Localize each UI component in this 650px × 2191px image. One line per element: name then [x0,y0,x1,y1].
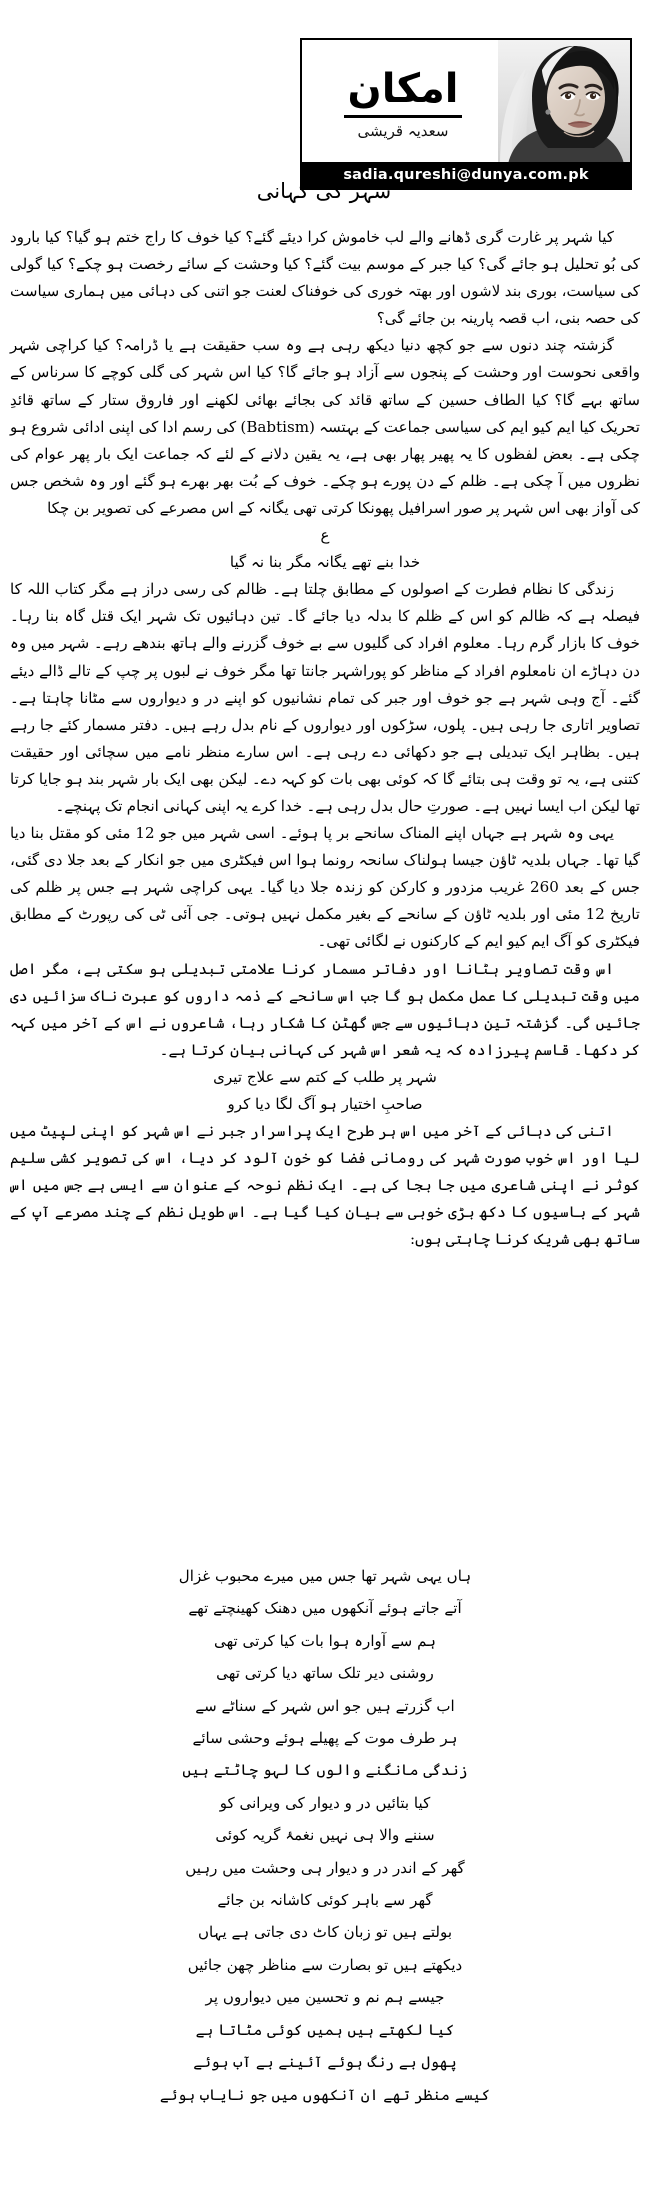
paragraph: اس وقت تصاویر ہٹانا اور دفاتر مسمار کرنا علامتی تبدیلی ہو سکتی ہے، مگر اصل میں وقت تبدیلی کا عمل مکمل ہو گا جب اس سانحے کے ذمہ داروں کو عبرت ناک سزائیں دی جائیں گی۔ گزشتہ تین دہائیوں سے جس گھٹن کا شکار رہا، شاعروں نے اس کے آخر میں کہہ کر دکھا۔ قاسم پیرزادہ کہ یہ شعر اس شہر کی کہانی بیان کرتا ہے۔ [10,959,640,1059]
article-body [10,224,640,1254]
column-masthead [300,38,632,190]
masthead-inner [302,40,630,164]
poem-line: ہم سے آوارہ ہوا بات کیا کرتی تھی [214,1631,436,1650]
couplet-line: شہر پر طلب کے کتم سے علاج تیری [213,1067,437,1086]
author-name: سعدیہ قریشی [357,122,449,140]
article-headline: شہر کی کہانی [256,179,392,203]
poem-line: ہاں یہی شہر تھا جس میں میرے محبوب غزال [178,1567,472,1585]
couplet-line: صاحبِ اختیار ہو آگ لگا دیا کرو [227,1095,423,1113]
brand-column [302,40,504,164]
author-portrait-icon [498,40,630,164]
poem-line: پھول بے رنگ ہوئے آئینے بے آب ہوئے [193,2053,457,2072]
author-email-text: sadia.qureshi@dunya.com.pk [343,167,589,183]
author-photo [498,40,630,164]
column-title: امکان [347,66,459,112]
poem-line: زندگی مانگنے والوں کا لہو چاٹتے ہیں [182,1761,468,1780]
poem-line: کیا لکھتے ہیں ہمیں کوئی مٹاتا ہے [195,2020,455,2039]
title-underline-rule [344,115,462,118]
poem-line: دیکھتے ہیں تو بصارت سے مناظر چھن جائیں [187,1955,463,1974]
poem-block [10,1560,640,2111]
inline-verse-block [10,522,640,576]
paragraph: یہی وہ شہر ہے جہاں اپنے المناک سانحے بر پا ہوئے۔ اسی شہر میں جو 12 مئی کو مقتل بنا دیا گیا تھا۔ جہاں بلدیہ ٹاؤن جیسا ہولناک سانحہ رونما ہوا اس فیکٹری میں جو انکار کے بعد جلا دی گئی، جس کے بعد 260 غریب مزدور و کارکن کو زندہ جلا دیا گیا۔ یہی کراچی شہر ہے جس پر ظلم کی تاریخ 12 مئی اور بلدیہ ٹاؤن کے سانحے کے بغیر مکمل نہیں ہوتی۔ جی آئی ٹی کی رپورٹ کے مطابق فیکٹری کو آگ ایم کیو ایم کے کارکنوں نے لگائی تھی۔ [10,824,641,951]
poem-line: سننے والا ہی نہیں نغمۂ گریہ کوئی [215,1826,435,1845]
poem-line: بولتے ہیں تو زبان کاٹ دی جاتی ہے یہاں [197,1923,453,1942]
paragraph: کیا شہر پر غارت گری ڈھانے والے لب خاموش کرا دیئے گئے؟ کیا خوف کا راج ختم ہو گیا؟ کیا بارود کی بُو تحلیل ہو جائے گی؟ کیا جبر کے موسم بیت گئے؟ کیا وحشت کے سائے رخصت ہو چکے؟ کیا گولی کی سیاست، بوری بند لاشوں اور بھتہ خوری کی خوفناک لعنت جو اتنی کی دہائی میں ہماری سیاست کی حصہ بنی، اب قصہ پارینہ بن جائے گی؟ [10,228,640,328]
poem-line: ہر طرف موت کے پھیلے ہوئے وحشی سائے [192,1729,458,1748]
poem-line: کیسے منظر تھے ان آنکھوں میں جو نایاب ہوئے [159,2085,491,2104]
inline-couplet-block [10,1064,640,1118]
poem-line: کیا بتائیں در و دیوار کی ویرانی کو [219,1793,431,1812]
poem-line: روشنی دیر تلک ساتھ دیا کرتی تھی [216,1664,434,1683]
poem-line: جیسے ہم نم و تحسین میں دیواروں پر [205,1988,445,2007]
verse-line: خدا بنے تھے یگانہ مگر بنا نہ گیا [229,553,421,572]
paragraph: اتنی کی دہائی کے آخر میں اس ہر طرح ایک پراسرار جبر نے اس شہر کو اپنی لپیٹ میں لیا اور اس خوب صورت شہر کی رومانی فضا کو خون آلود کر دیا، اس کی تصویر کشی سلیم کوثر نے اپنی شاعری میں جا بجا کی ہے۔ ایک نظم نوحہ کے عنوان سے ایسی ہے جس میں اس شہر کے باسیوں کا دکھ بڑی خوبی سے بیان کیا گیا ہے۔ اس طویل نظم کے چند مصرعے آپ کے ساتھ بھی شریک کرنا چاہتی ہوں: [10,1122,640,1249]
paragraph: زندگی کا نظام فطرت کے اصولوں کے مطابق چلتا ہے۔ ظالم کی رسی دراز ہے مگر کتاب اللہ کا فیصلہ ہے کہ ظالم کو اس کے ظلم کا بدلہ دیا جائے گا۔ تین دہائیوں تک شہر ایک قتل گاہ بنا رہا۔ خوف کا بازار گرم رہا۔ معلوم افراد کی گلیوں سے بے خوف گزرنے والے ہاتھ بندھے رہے۔ شہر میں وہ دن دہاڑے ان نامعلوم افراد کے مناظر کو پوراشہر جانتا تھا مگر خوف نے لبوں پر چپ کے تالے ڈالے دیئے گئے۔ آج وہی شہر ہے جو خوف اور جبر کی تمام نشانیوں کو اپنے در و دیواروں سے مٹانا چاہتا ہے۔ تصاویر اتاری جا رہی ہیں۔ پلوں، سڑکوں اور دیواروں کے نام بدل رہے ہیں۔ دفتر مسمار کئے جا رہے ہیں۔ بظاہر ایک تبدیلی ہے جو دکھائی دے رہی ہے۔ اس سارے منظر نامے میں سچائی اور حقیقت کتنی ہے، یہ تو وقت ہی بتائے گا کہ کوئی بھی بات کو کہہ دے۔ لیکن بھی ایک بار شہر بند ہو جایا کرتا تھا لیکن اب ایسا نہیں ہے۔ صورتِ حال بدل رہی ہے۔ خدا کرے یہ اپنی کہانی انجام تک پہنچے۔ [10,580,640,815]
poem-line: گھر کے اندر در و دیوار ہی وحشت میں رہیں [185,1858,465,1877]
poem-line: آتے جاتے ہوئے آنکھوں میں دھنک کھینچتے تھے [188,1599,462,1618]
poem-line: گھر سے باہر کوئی کاشانہ بن جائے [217,1891,433,1910]
paragraph: گزشتہ چند دنوں سے جو کچھ دنیا دیکھ رہی ہے وہ سب حقیقت ہے یا ڈرامہ؟ کیا کراچی شہر واقعی نحوست اور وحشت کے پنجوں سے آزاد ہو جائے گا؟ کیا اس شہر کی گلی کوچے کا سرناس کے ساتھ بہے گا؟ کیا الطاف حسین کے ساتھ قائد کی بجائے بھائی لکھنے اور فاروق ستار کے ساتھ قائدِ تحریک کیا ایم کیو ایم کی سیاسی جماعت کے بہتسہ (Babtism) کی رسم ادا کی اپنی ادائی شروع ہو چکی ہے۔ بعض لفظوں کا یہ پھیر پھار بھی ہے، یہ یقین دلانے کے لئے کہ جماعت ایک بار پھر عوام کی نظروں میں آ چکی ہے۔ ظلم کے دن پورے ہو چکے۔ خوف کے بُت بھر بھرے ہو گئے اور وہ شخص جس کی آواز بھی اس شہر پر صور اسرافیل پھونکا کرتی تھی یگانہ کے اس مصرعے کی تصویر بن چکا [10,336,640,517]
verse-marker: ع [320,526,330,545]
poem-line: اب گزرتے ہیں جو اس شہر کے سناٹے سے [195,1696,455,1715]
